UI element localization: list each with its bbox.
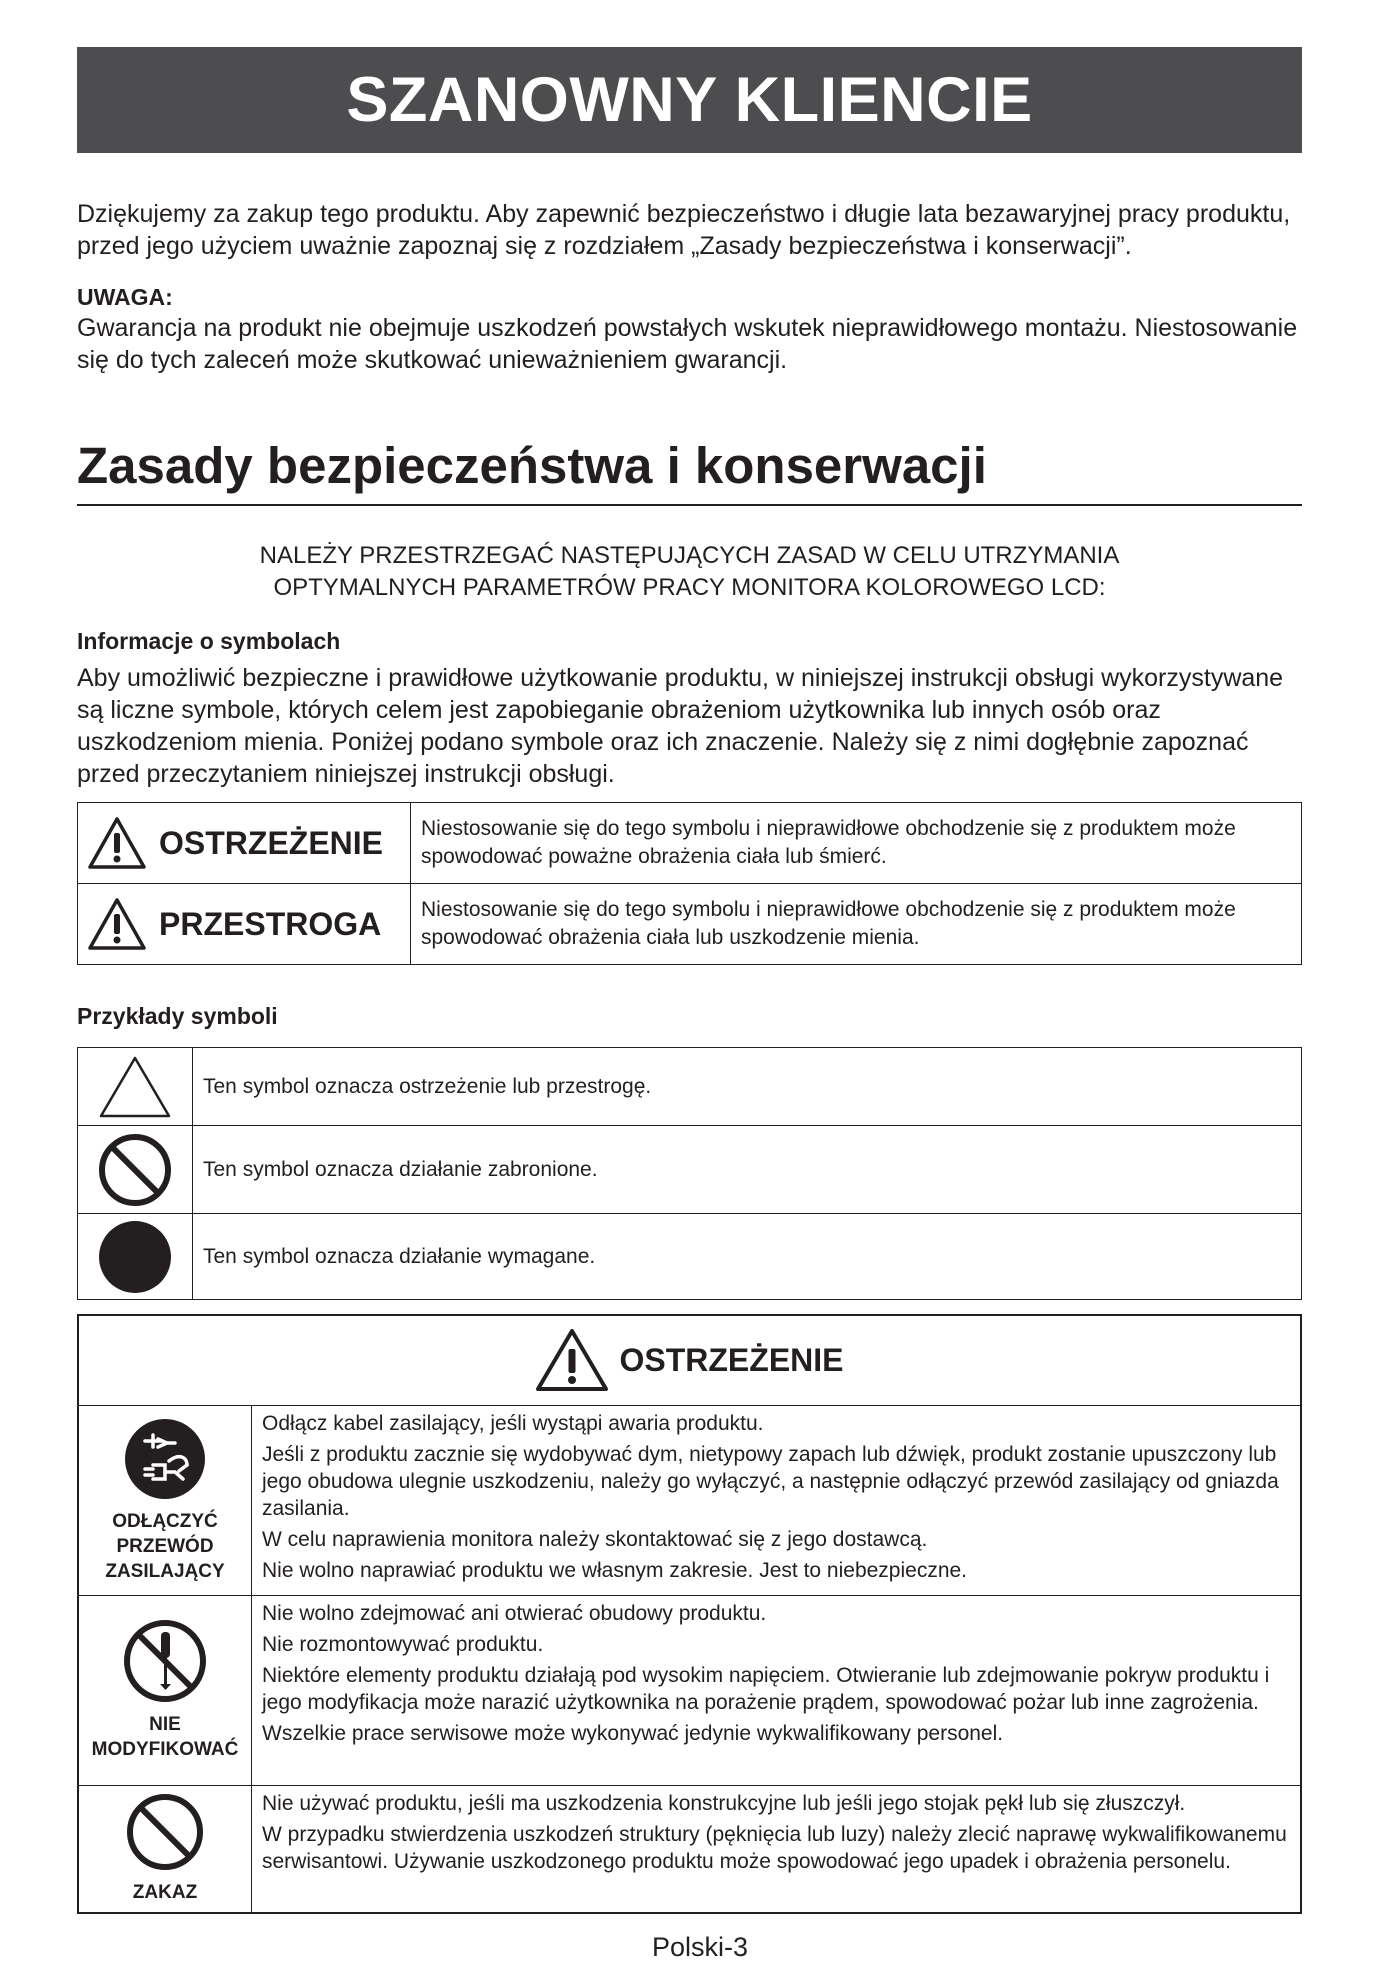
prohibited-caption [79,1880,251,1905]
no-disassembly-icon [122,1618,208,1704]
caption-line: PRZEWÓD [116,1535,214,1557]
unplug-icon [123,1417,207,1501]
caps-line-2: OPTYMALNYCH PARAMETRÓW PRACY MONITORA KOLOROWEGO LCD: [273,574,1106,601]
warning-row-unplug [78,1405,1301,1595]
example-row-warning [78,1048,1302,1126]
warning-box [77,1314,1302,1914]
legend-label-caution: PRZESTROGA [159,905,382,942]
legend-label-warning: OSTRZEŻENIE [159,824,384,861]
legend-desc-warning: Niestosowanie się do tego symbolu i nieprawidłowe obchodzenie się z produktem może spowodować poważne obrażenia ciała lub śmierć. [411,803,1302,884]
warning-triangle-icon [87,816,147,870]
caption-line: ODŁĄCZYĆ [112,1510,218,1532]
caption-line: ZAKAZ [132,1882,198,1904]
symbol-legend-table [77,802,1302,965]
intro-paragraph: Dziękujemy za zakup tego produktu. Aby zapewnić bezpieczeństwo i długie lata bezawaryjnej pracy produktu, przed jego użyciem uważnie zapoznaj się z rozdziałem „Zasady bezpieczeństwa i konserwacji”. [77,200,1291,260]
page-title: SZANOWNY KLIENCIE [346,65,1033,135]
page-number: Polski-3 [651,1932,749,1962]
paragraph: Jeśli z produktu zacznie się wydobywać dym, nietypowy zapach lub dźwięk, produkt zostanie upuszczony lub jego obudowa ulegnie uszkodzeniu, należy go wyłączyć, a następnie odłączyć przewód zasilający od gniazda zasilania. [262,1442,1279,1520]
warning-box-header [78,1315,1301,1405]
example-text-prohibited: Ten symbol oznacza działanie zabronione. [193,1126,1302,1214]
warning-text-unplug [252,1405,1302,1595]
warning-text-no-modify [252,1595,1302,1785]
warning-text-prohibited [252,1785,1302,1913]
warning-triangle-icon [535,1328,609,1392]
prohibition-icon [97,1132,173,1208]
paragraph: W celu naprawienia monitora należy skontaktować się z jego dostawcą. [262,1527,928,1551]
example-row-required [78,1214,1302,1300]
paragraph: Niektóre elementy produktu działają pod wysokim napięciem. Otwieranie lub zdejmowanie pokryw produktu i jego modyfikacja może narazić użytkownika na porażenie prądem, spowodować pożar lub inne zagrożenia. [262,1663,1270,1714]
paragraph: Nie wolno naprawiać produktu we własnym zakresie. Jest to niebezpieczne. [262,1558,968,1582]
warning-row-prohibited [78,1785,1301,1913]
paragraph: Nie wolno zdejmować ani otwierać obudowy produktu. [262,1601,767,1625]
warning-row-no-modify [78,1595,1301,1785]
no-modify-caption [79,1712,251,1762]
caption-line: ZASILAJĄCY [105,1560,225,1582]
legend-row-warning [78,803,1302,884]
title-banner [77,47,1302,153]
triangle-outline-icon [97,1054,173,1120]
symbols-heading: Informacje o symbolach [77,628,341,654]
warning-triangle-icon [87,897,147,951]
example-text-required: Ten symbol oznacza działanie wymagane. [193,1214,1302,1300]
paragraph: W przypadku stwierdzenia uszkodzeń struktury (pęknięcia lub luzy) należy zlecić naprawę wykwalifikowanemu serwisantowi. Używanie uszkodzonego produktu może spowodować jego upadek i obrażenia personelu. [262,1822,1287,1873]
caption-line: NIE [149,1714,181,1735]
warning-box-heading: OSTRZEŻENIE [619,1341,844,1378]
note-text: Gwarancja na produkt nie obejmuje uszkodzeń powstałych wskutek nieprawidłowego montażu. Niestosowanie się do tych zaleceń może skutkować unieważnieniem gwarancji. [77,314,1298,374]
paragraph: Nie używać produktu, jeśli ma uszkodzenia konstrukcyjne lub jeśli jego stojak pękł lub się złuszczył. [262,1791,1186,1815]
legend-row-caution [78,884,1302,965]
unplug-caption [79,1509,251,1584]
caption-line: MODYFIKOWAĆ [91,1739,239,1760]
symbol-examples-table [77,1047,1302,1300]
legend-desc-caution: Niestosowanie się do tego symbolu i nieprawidłowe obchodzenie się z produktem może spowodować obrażenia ciała lub uszkodzenie mienia. [411,884,1302,965]
examples-heading: Przykłady symboli [77,1003,278,1029]
caps-instruction [77,540,1302,604]
caps-line-1: NALEŻY PRZESTRZEGAĆ NASTĘPUJĄCYCH ZASAD W CELU UTRZYMANIA [259,542,1120,569]
example-row-prohibited [78,1126,1302,1214]
symbols-paragraph: Aby umożliwić bezpieczne i prawidłowe użytkowanie produktu, w niniejszej instrukcji obsługi wykorzystywane są liczne symbole, których celem jest zapobieganie obrażeniom użytkownika lub innych osób oraz uszkodzeniom mienia. Poniżej podano symbole oraz ich znaczenie. Należy się z nimi dogłębnie zapoznać przed przeczytaniem niniejszej instrukcji obsługi. [77,664,1284,788]
filled-circle-icon [97,1219,173,1295]
prohibition-icon [125,1792,205,1872]
example-text-warning: Ten symbol oznacza ostrzeżenie lub przestrogę. [193,1048,1302,1126]
paragraph: Nie rozmontowywać produktu. [262,1632,544,1656]
paragraph: Odłącz kabel zasilający, jeśli wystąpi awaria produktu. [262,1411,764,1435]
note-heading: UWAGA: [77,284,173,310]
section-title: Zasady bezpieczeństwa i konserwacji [77,434,1302,506]
page-content [77,47,1302,1914]
paragraph: Wszelkie prace serwisowe może wykonywać jedynie wykwalifikowany personel. [262,1721,1004,1745]
